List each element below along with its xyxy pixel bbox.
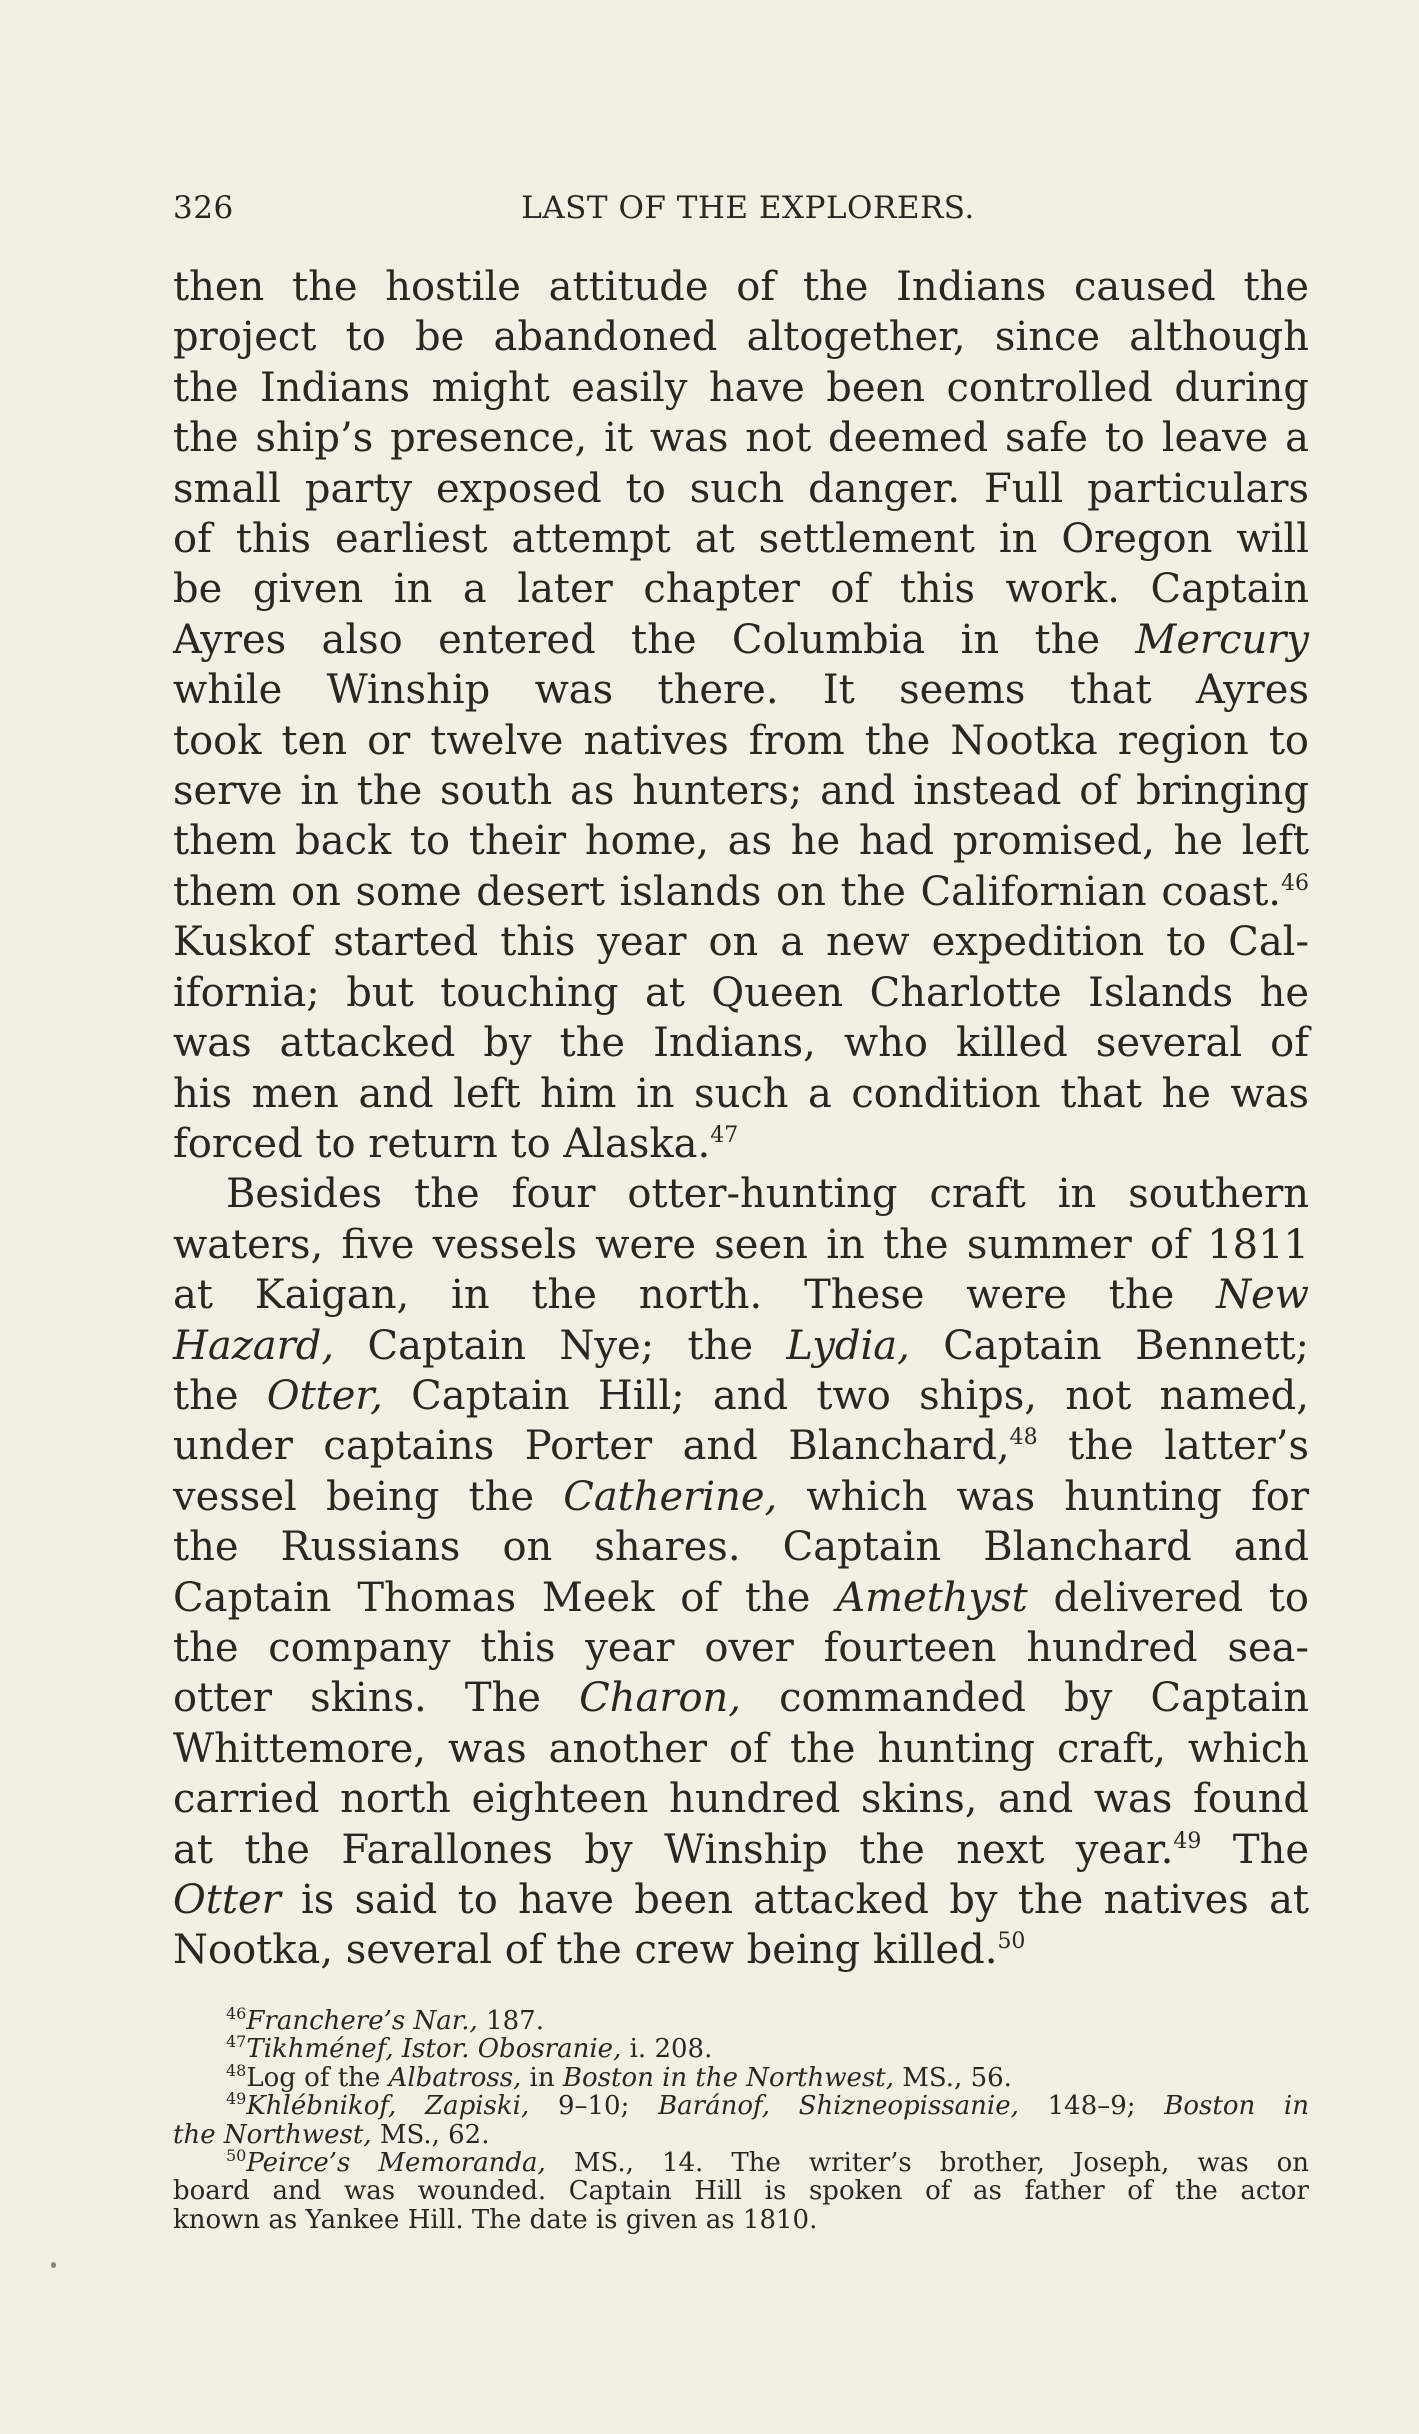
page-number: 326 (173, 190, 234, 226)
text-line: waters, five vessels were seen in the summer of 1811 (173, 1221, 1309, 1268)
text-line: took ten or twelve natives from the Nootka region to (173, 717, 1309, 764)
text-line (173, 1119, 1309, 1169)
body-text (173, 262, 1309, 1976)
text-line: small party exposed to such danger. Full particulars (173, 465, 1309, 512)
text-line (173, 1421, 1309, 1471)
ship-name: Hazard, (173, 1322, 335, 1369)
text-line: serve in the south as hunters; and instead of bringing (173, 768, 1309, 815)
text-line: be given in a later chapter of this work. Captain (173, 566, 1309, 613)
text-line (173, 1270, 1309, 1320)
text-line: of this earliest attempt at settlement in Oregon will (173, 516, 1309, 563)
text-line: Kuskof started this year on a new expedition to Cal- (173, 919, 1309, 966)
text-line: them back to their home, as he had promised, he left (173, 818, 1309, 865)
text-run: 148–9; (1018, 2091, 1165, 2122)
citation-title: Franchere’s Nar., (246, 2006, 478, 2036)
text-run: MS., 14. The writer’s brother, Joseph, was on (545, 2148, 1309, 2179)
text-run: Nootka, several of the crew being killed. (173, 1927, 998, 1974)
text-line: the Indians might easily have been controlled during (173, 364, 1309, 411)
text-line: Whittemore, was another of the hunting craft, which (173, 1725, 1309, 1772)
text-line: then the hostile attitude of the Indians caused the (173, 264, 1309, 310)
footnote-number: 47 (226, 2032, 247, 2052)
footnote-ref: 46 (1281, 870, 1309, 896)
text-line: ifornia; but touching at Queen Charlotte Islands he (173, 969, 1309, 1016)
text-run: otter skins. The (173, 1675, 580, 1722)
citation-title: the Northwest, (173, 2119, 372, 2150)
text-line: the company this year over fourteen hundred sea- (173, 1624, 1309, 1671)
text-run: at Kaigan, in the north. These were the (173, 1272, 1175, 1319)
footnote-47 (173, 2032, 1309, 2065)
text-run: vessel being the (173, 1473, 564, 1520)
footnote-50-continued: known as Yankee Hill. The date is given as 1810. (173, 2204, 818, 2235)
text-line (173, 1573, 1309, 1623)
text-line: while Winship was there. It seems that Ayres (173, 667, 1309, 714)
text-run: Captain Bennett; (909, 1322, 1309, 1369)
citation-title: Peirce’s Memoranda, (246, 2148, 546, 2179)
ship-name: Otter (173, 1877, 281, 1923)
text-run: which was hunting for (777, 1473, 1309, 1520)
ship-name: Lydia, (786, 1322, 910, 1369)
text-run: is said to have been attacked by the natives at (280, 1877, 1309, 1923)
footnotes (173, 2004, 1309, 2235)
text-line (173, 1472, 1309, 1522)
text-run: at the Farallones by Winship the next year. (173, 1826, 1174, 1873)
text-run: MS., 56. (894, 2062, 1012, 2093)
footnote-49 (173, 2089, 1309, 2122)
footnote-ref: 49 (1173, 1828, 1202, 1854)
text-run: i. 208. (621, 2034, 713, 2065)
text-line: the ship’s presence, it was not deemed safe to leave a (173, 415, 1309, 462)
citation-title: Baránof, Shizneopissanie, (658, 2091, 1019, 2122)
footnote-ref: 50 (997, 1929, 1026, 1955)
footnote-50 (173, 2146, 1309, 2179)
text-line: was attacked by the Indians, who killed several of (173, 1020, 1309, 1067)
text-line (173, 1875, 1309, 1925)
footnote-50-continued: board and was wounded. Captain Hill is spoken of as father of the actor (173, 2176, 1309, 2207)
text-run: the latter’s (1037, 1423, 1310, 1470)
footnote-number: 50 (226, 2146, 247, 2166)
footnote-46 (173, 2004, 1309, 2036)
ship-name: Amethyst (836, 1574, 1028, 1621)
footnote-number: 46 (226, 2004, 247, 2023)
text-line (173, 1825, 1309, 1875)
ship-name: Mercury (1135, 616, 1309, 663)
text-run: Log of the (246, 2062, 389, 2093)
citation-title: Khlébnikof, Zapiski, (246, 2091, 530, 2122)
text-run: Captain Hill; and two ships, not named, (382, 1372, 1309, 1419)
running-title: LAST OF THE EXPLORERS. (521, 190, 975, 226)
text-run: Captain Nye; the (334, 1322, 787, 1369)
citation-title: Albatross, (388, 2062, 522, 2093)
ship-name: Otter, (266, 1372, 383, 1419)
text-line (173, 867, 1309, 917)
ship-name: Catherine, (563, 1473, 778, 1520)
text-run: commanded by Captain (741, 1675, 1309, 1722)
ink-speck (51, 2262, 56, 2268)
text-line: project to be abandoned altogether, since although (173, 314, 1309, 361)
footnote-ref: 48 (1009, 1425, 1038, 1451)
text-line: his men and left him in such a condition that he was (173, 1070, 1309, 1117)
text-run: Captain Thomas Meek of the (173, 1574, 837, 1621)
text-line (173, 1673, 1309, 1723)
text-run: them on some desert islands on the Californian coast. (173, 868, 1281, 915)
ship-name: Charon, (579, 1675, 742, 1722)
text-run: in (521, 2062, 563, 2093)
text-run: 187. (477, 2006, 544, 2036)
text-line: carried north eighteen hundred skins, and was found (173, 1776, 1309, 1823)
footnote-49-continued (173, 2121, 1309, 2149)
text-run: delivered to (1027, 1574, 1310, 1621)
footnote-48 (173, 2060, 1309, 2093)
footnote-number: 49 (226, 2089, 247, 2109)
text-run: forced to return to Alaska. (173, 1120, 711, 1167)
footnote-ref: 47 (710, 1122, 739, 1148)
text-line (173, 1371, 1309, 1421)
text-run: The (1201, 1826, 1310, 1873)
text-run: 9–10; (529, 2091, 659, 2122)
text-run: under captains Porter and Blanchard, (173, 1423, 1010, 1470)
ship-name: New (1216, 1272, 1309, 1319)
text-line (173, 1925, 1309, 1975)
text-line: Besides the four otter-hunting craft in southern (226, 1171, 1309, 1218)
text-line (173, 615, 1309, 665)
text-run: the (173, 1372, 267, 1419)
text-run: MS., 62. (371, 2119, 490, 2150)
text-run: Ayres also entered the Columbia in the (173, 616, 1101, 663)
citation-title: Boston in (1164, 2091, 1309, 2122)
text-line: the Russians on shares. Captain Blanchard and (173, 1524, 1309, 1571)
running-head (173, 190, 1323, 234)
footnote-number: 48 (226, 2060, 247, 2080)
citation-title: Tikhménef, Istor. Obosranie, (246, 2034, 622, 2065)
text-line (173, 1321, 1309, 1371)
citation-title: Boston in the Northwest, (562, 2062, 894, 2093)
